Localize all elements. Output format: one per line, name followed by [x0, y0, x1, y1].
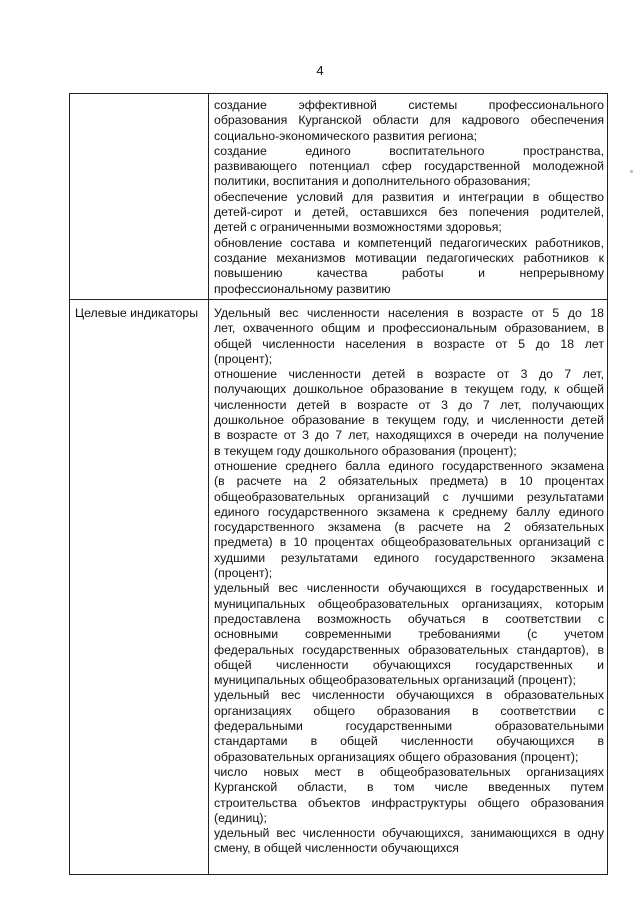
text-line: отношение среднего балла единого государственного экзамена	[214, 458, 604, 473]
row-divider	[70, 299, 607, 300]
column-divider	[208, 94, 209, 874]
text-line: создание механизмов мотивации педагогических работников к	[214, 250, 604, 265]
text-line: Удельный вес численности населения в возрасте от 5 до 18	[214, 306, 604, 320]
text-line: повышению качества работы и непрерывному	[214, 266, 604, 281]
text-line: строительства объектов инфраструктуры общего образования	[214, 795, 604, 810]
text-line: (процент);	[214, 351, 273, 366]
text-line: получающих дошкольное образование в текущем году, к общей	[214, 382, 604, 397]
text-line: (процент);	[214, 566, 273, 581]
scan-speck	[630, 170, 633, 173]
text-line: организациях общего образования в соответствии с	[214, 703, 604, 718]
text-line: Курганской области, в том числе введенных путем	[214, 780, 604, 795]
text-line: детей с ограниченными возможностями здоровья;	[214, 220, 502, 235]
text-line: общей численности обучающихся государственных и	[214, 657, 604, 672]
text-line: общей численности населения в возрасте от 5 до 18 лет	[214, 336, 604, 351]
program-passport-table	[69, 93, 608, 875]
text-line: создание эффективной системы профессионального	[214, 98, 604, 112]
text-line: единого государственного экзамена к среднему баллу единого	[214, 504, 604, 519]
text-line: политики, воспитания и дополнительного образования;	[214, 174, 531, 189]
text-line: в возрасте от 3 до 7 лет, находящихся в очереди на получение	[214, 428, 604, 443]
text-line: образования Курганской области для кадрового обеспечения	[214, 113, 604, 128]
text-line: образовательных организациях общего образования (процент);	[214, 749, 579, 764]
text-line: худшими результатами единого государственного экзамена	[214, 550, 604, 565]
text-line: социально-экономического развития региона;	[214, 128, 478, 143]
text-line: обеспечение условий для развития и интеграции в общество	[214, 189, 604, 204]
text-line: стандартами в общей численности обучающихся в	[214, 734, 604, 749]
text-line: профессиональному развитию	[214, 281, 391, 296]
text-line: число новых мест в общеобразовательных организациях	[214, 764, 604, 779]
target-indicators-label: Целевые индикаторы	[75, 306, 199, 320]
text-line: создание единого воспитательного пространства,	[214, 143, 604, 158]
goals-text-cell	[214, 98, 604, 297]
text-line: лет, охваченного общим и профессиональным образованием, в	[214, 321, 604, 336]
text-line: детей-сирот и детей, оставшихся без попечения родителей,	[214, 205, 604, 220]
text-line: (в расчете на 2 обязательных предмета) в 10 процентах	[214, 474, 604, 489]
text-line: смену, в общей численности обучающихся	[214, 841, 459, 856]
text-line: федеральных государственных образовательных стандартов), в	[214, 642, 604, 657]
text-line: муниципальных общеобразовательных организациях, которым	[214, 596, 604, 611]
text-line: общеобразовательных организаций с лучшими результатами	[214, 489, 604, 504]
text-line: в текущем году дошкольного образования (процент);	[214, 443, 517, 458]
text-line: удельный вес численности обучающихся в государственных и	[214, 581, 604, 596]
text-line: основными современными требованиями (с учетом	[214, 627, 604, 642]
text-line: развивающего потенциал сфер государственной молодежной	[214, 159, 604, 174]
text-line: (единиц);	[214, 810, 267, 825]
text-line: отношение численности детей в возрасте от 3 до 7 лет,	[214, 367, 604, 382]
target-indicators-text-cell	[214, 306, 604, 857]
text-line: удельный вес численности обучающихся, занимающихся в одну	[214, 826, 604, 841]
text-line: федеральными государственными образовательными	[214, 719, 604, 734]
text-line: государственного экзамена (в расчете на 2 обязательных	[214, 520, 604, 535]
text-line: удельный вес численности обучающихся в образовательных	[214, 688, 604, 703]
text-line: муниципальных общеобразовательных организаций (процент);	[214, 673, 576, 688]
text-line: предмета) в 10 процентах общеобразовательных организаций с	[214, 535, 604, 550]
text-line: обновление состава и компетенций педагогических работников,	[214, 235, 604, 250]
text-line: дошкольное образование в текущем году, и численности детей	[214, 413, 604, 428]
page-number: 4	[316, 63, 324, 78]
text-line: предоставлена возможность обучаться в соответствии с	[214, 611, 604, 626]
text-line: численности детей в возрасте от 3 до 7 лет, получающих	[214, 397, 604, 412]
